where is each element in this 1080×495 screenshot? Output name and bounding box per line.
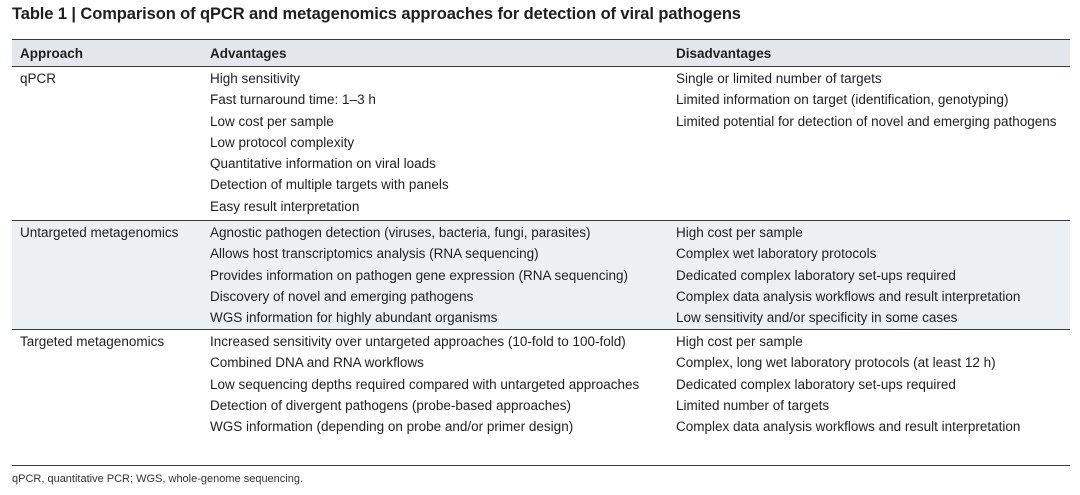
table-title: Table 1 | Comparison of qPCR and metagenomics approaches for detection of viral pathogens <box>12 5 741 23</box>
advantage-item: Agnostic pathogen detection (viruses, bacteria, fungi, parasites) <box>210 225 591 240</box>
disadvantage-item: Low sensitivity and/or specificity in some cases <box>676 310 958 326</box>
disadvantage-item: Limited number of targets <box>676 397 830 413</box>
advantage-item: Fast turnaround time: 1–3 h <box>210 92 376 108</box>
table-row <box>12 220 1070 329</box>
advantage-item: Low cost per sample <box>210 113 334 129</box>
disadvantage-item: Dedicated complex laboratory set-ups required <box>676 267 956 283</box>
advantage-item: Provides information on pathogen gene expression (RNA sequencing) <box>210 267 629 283</box>
advantages-cell <box>202 330 668 465</box>
advantages-cell <box>202 221 668 329</box>
table-header-row <box>12 40 1070 66</box>
table-row <box>12 329 1070 465</box>
disadvantage-item: Complex data analysis workflows and result interpretation <box>676 419 1021 435</box>
disadvantage-item: Complex, long wet laboratory protocols (at least 12 h) <box>676 355 996 371</box>
advantage-item: Low sequencing depths required compared with untargeted approaches <box>210 376 640 392</box>
disadvantage-item: Single or limited number of targets <box>676 71 882 86</box>
advantage-item: Detection of multiple targets with panels <box>210 177 449 193</box>
advantage-item: Allows host transcriptomics analysis (RNA sequencing) <box>210 246 539 262</box>
disadvantage-item: Dedicated complex laboratory set-ups required <box>676 376 956 392</box>
approach-cell: qPCR <box>20 71 57 86</box>
advantage-item: Combined DNA and RNA workflows <box>210 355 424 371</box>
approach-cell: Targeted metagenomics <box>20 334 165 349</box>
advantage-item: Detection of divergent pathogens (probe-based approaches) <box>210 397 571 413</box>
header-advantages: Advantages <box>210 45 287 61</box>
advantage-item: WGS information (depending on probe and/or primer design) <box>210 419 574 435</box>
advantage-item: Increased sensitivity over untargeted approaches (10-fold to 100-fold) <box>210 334 626 349</box>
disadvantage-item: Limited potential for detection of novel and emerging pathogens <box>676 113 1057 129</box>
disadvantage-item: Limited information on target (identification, genotyping) <box>676 92 1009 108</box>
table-footnote: qPCR, quantitative PCR; WGS, whole-genome sequencing. <box>12 473 304 485</box>
advantage-item: Low protocol complexity <box>210 134 355 150</box>
disadvantage-item: High cost per sample <box>676 334 803 349</box>
disadvantages-cell <box>668 67 1070 220</box>
disadvantages-cell <box>668 221 1070 329</box>
comparison-table <box>12 39 1070 466</box>
header-approach: Approach <box>20 45 84 61</box>
disadvantage-item: Complex data analysis workflows and result interpretation <box>676 288 1021 304</box>
advantages-cell <box>202 67 668 220</box>
advantage-item: High sensitivity <box>210 71 301 86</box>
advantage-item: Easy result interpretation <box>210 198 360 214</box>
disadvantage-item: Complex wet laboratory protocols <box>676 246 877 262</box>
approach-cell: Untargeted metagenomics <box>20 225 179 240</box>
advantage-item: WGS information for highly abundant organisms <box>210 310 498 326</box>
header-disadvantages: Disadvantages <box>676 45 772 61</box>
disadvantages-cell <box>668 330 1070 465</box>
table-row <box>12 66 1070 220</box>
advantage-item: Quantitative information on viral loads <box>210 156 436 172</box>
advantage-item: Discovery of novel and emerging pathogens <box>210 288 474 304</box>
disadvantage-item: High cost per sample <box>676 225 803 240</box>
